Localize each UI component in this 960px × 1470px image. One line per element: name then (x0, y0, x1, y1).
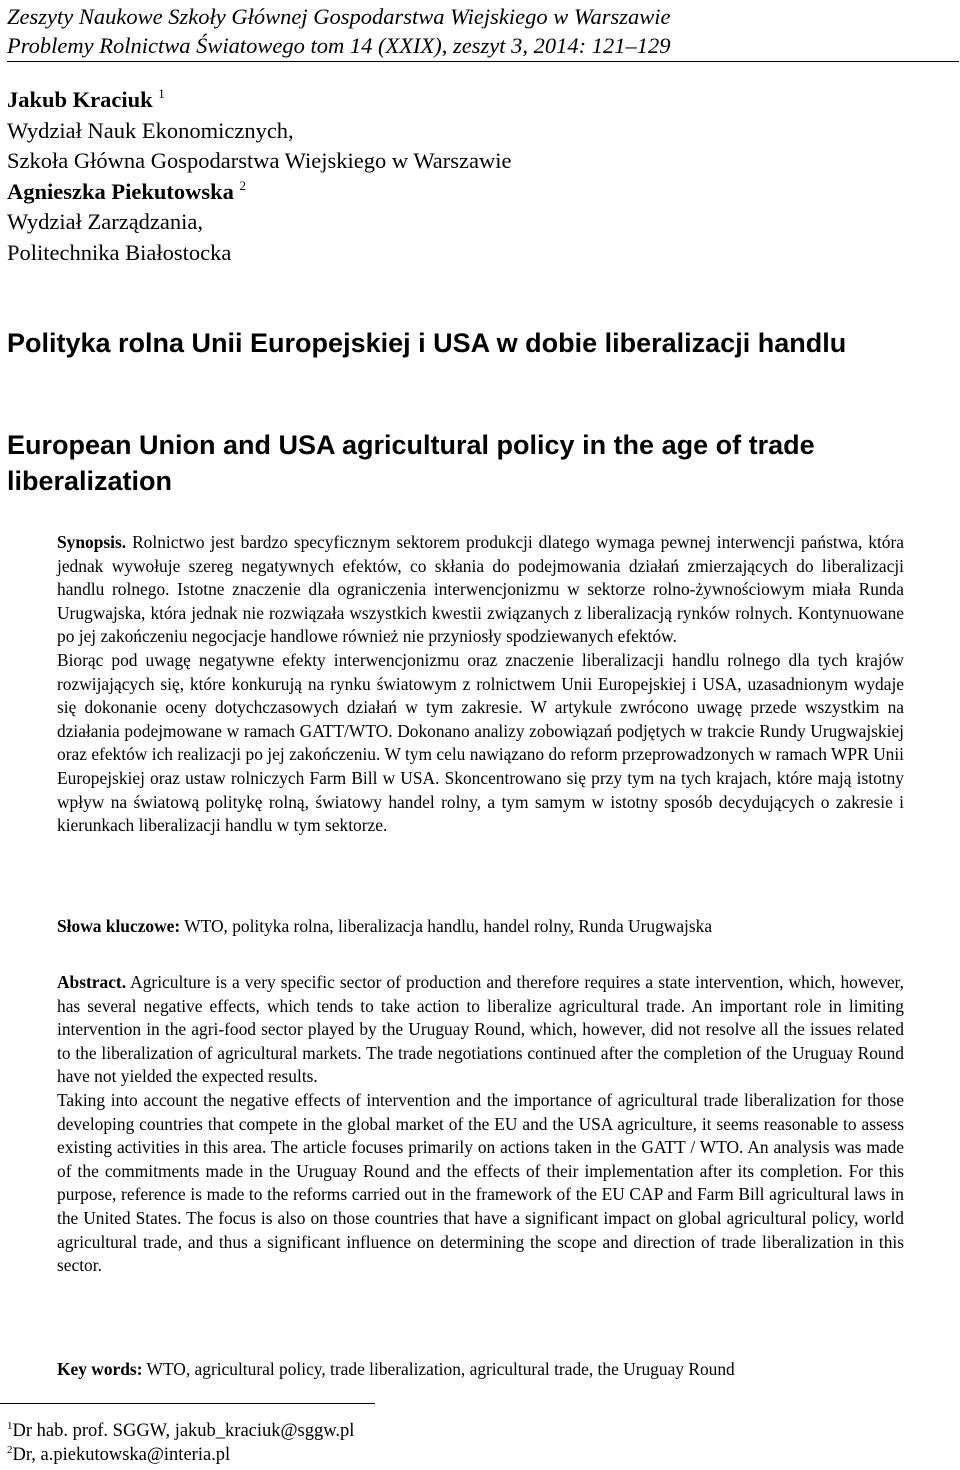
keywords-en-text: WTO, agricultural policy, trade liberalization, agricultural trade, the Uruguay Round (146, 1359, 735, 1379)
journal-header (7, 2, 671, 60)
author-affiliation-2a: Wydział Zarządzania, (7, 209, 204, 234)
keywords-polish (57, 915, 904, 939)
author-name-2: Agnieszka Piekutowska $^2$ (7, 177, 247, 204)
abstract-paragraph-1: Abstract. Agriculture is a very specific sector of production and therefore requires a state intervention, which, however, has several negative effects, which tends to take action to liberalize agricultural trade. An important role in limiting intervention in the agri-food sector played by the Uruguay Round, which, however, did not resolve all the issues related to the liberalization of agricultural markets. The trade negotiations continued after the completion of the Uruguay Round have not yielded the expected results. (57, 972, 904, 1087)
footnote-rule (0, 1403, 375, 1404)
synopsis-label: Synopsis. (57, 532, 127, 552)
abstract-label: Abstract. (57, 972, 127, 992)
abstract-section (57, 971, 904, 1278)
author-affiliation-1a: Wydział Nauk Ekonomicznych, (7, 117, 294, 143)
abstract-paragraph-2: Taking into account the negative effects of intervention and the importance of agricultural trade liberalization for those developing countries that compete in the global market of the EU and the USA agriculture, it seems reasonable to assess existing activities in this area. The article focuses primarily on actions taken in the GATT / WTO. An analysis was made of the commitments made in the Uruguay Round and the effects of their implementation after its completion. For this purpose, reference is made to the reforms carried out in the framework of the EU CAP and Farm Bill agricultural laws in the United States. The focus is also on those countries that have a significant impact on global agricultural policy, world agricultural trade, and thus a significant influence on determining the scope and direction of trade liberalization in this sector. (57, 1089, 904, 1276)
journal-name: Zeszyty Naukowe Szkoły Głównej Gospodarstwa Wiejskiego w Warszawie (7, 4, 671, 29)
keywords-english (57, 1358, 904, 1382)
synopsis-paragraph-1: Synopsis. Rolnictwo jest bardzo specyficznym sektorem produkcji dlatego wymaga pewnej interwencji państwa, która jednak wywołuje szereg negatywnych efektów, co skłania do podejmowania działań zmierzających do liberalizacji handlu rolnego. Istotne znaczenie dla ograniczenia interwencjonizmu w sektorze rolno-żywnościowym miała Runda Urugwajska, która jednak nie rozwiązała wszystkich kwestii związanych z liberalizacją rynków rolnych. Kontynuowane po jej zakończeniu negocjacje handlowe również nie przyniosły spodziewanych efektów. (57, 532, 904, 647)
synopsis-paragraph-2: Biorąc pod uwagę negatywne efekty interwencjonizmu oraz znaczenie liberalizacji handlu rolnego dla tych krajów rozwijających się, które konkurują na rynku światowym z rolnictwem Unii Europejskiej i USA, uzasadnionym wydaje się dokonanie oceny dotychczasowych działań w tym zakresie. W artykule zwrócono uwagę przede wszystkim na działania podejmowane w ramach GATT/WTO. Dokonano analizy zobowiązań podjętych w trakcie Rundy Urugwajskiej oraz efektów ich realizacji po jej zakończeniu. W tym celu nawiązano do reform przeprowadzonych w ramach WPR Unii Europejskiej oraz ustaw rolniczych Farm Bill w USA. Skoncentrowano się przy tym na tych krajach, które mają istotny wpływ na światową politykę rolną, światowy handel rolny, a tym samym w istotny sposób decydujących o zakresie i kierunkach liberalizacji handlu w tym sektorze. (57, 649, 904, 836)
header-rule (7, 61, 959, 62)
journal-issue: Problemy Rolnictwa Światowego tom 14 (XXIX), zeszyt 3, 2014: 121–129 (7, 33, 671, 58)
title-polish: Polityka rolna Unii Europejskiej i USA w dobie liberalizacji handlu (7, 328, 847, 358)
author-affiliation-1b: Szkoła Główna Gospodarstwa Wiejskiego w Warszawie (7, 148, 512, 173)
footnote-mark-2: 2 (239, 177, 247, 193)
footnotes (7, 1419, 354, 1467)
author-name-1: Jakub Kraciuk $^1$ (7, 86, 165, 112)
title-english: European Union and USA agricultural policy in the age of trade liberalization (7, 430, 815, 496)
keywords-pl-text: WTO, polityka rolna, liberalizacja handlu, handel rolny, Runda Urugwajska (184, 916, 713, 936)
author-affiliation-2b: Politechnika Białostocka (7, 239, 232, 265)
footnote-2: $^2$Dr, a.piekutowska@interia.pl (7, 1444, 231, 1465)
synopsis-section (57, 531, 904, 838)
keywords-pl-label: Słowa kluczowe: (57, 916, 181, 936)
keywords-en-label: Key words: (57, 1359, 143, 1379)
author-block (7, 85, 511, 268)
footnote-1: $^1$Dr hab. prof. SGGW, jakub_kraciuk@sggw.pl (7, 1420, 355, 1441)
footnote-mark-1: 1 (158, 86, 165, 101)
